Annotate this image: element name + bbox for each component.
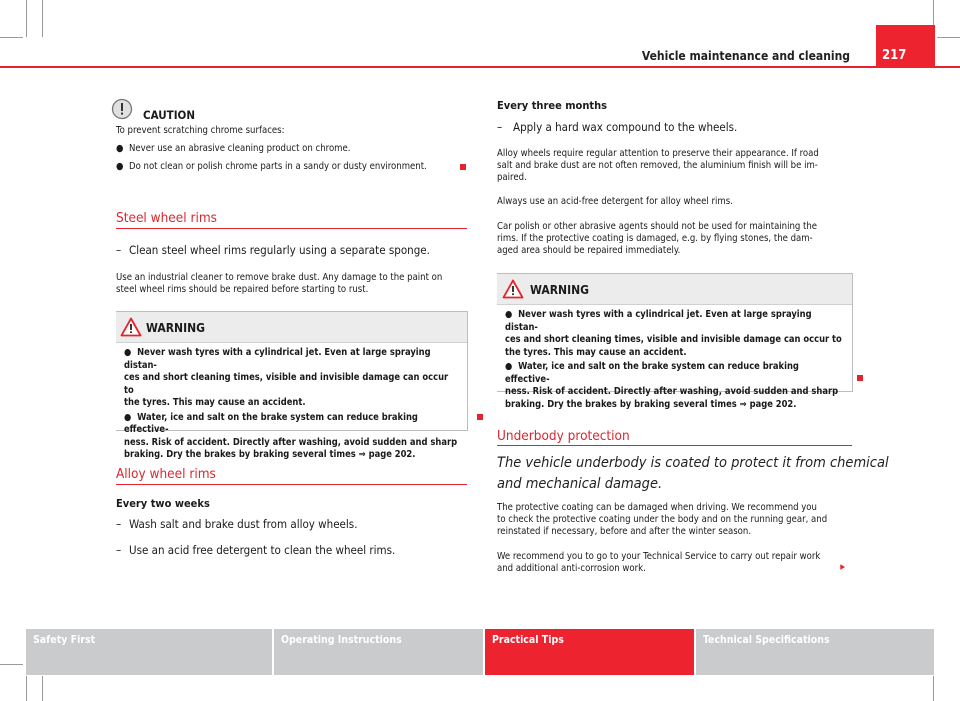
crop-mark <box>42 676 43 701</box>
steel-heading: Steel wheel rims <box>116 210 217 226</box>
alloy-heading: Alloy wheel rims <box>116 466 216 482</box>
bullet-icon: ● <box>124 411 132 423</box>
underbody-intro: The vehicle underbody is coated to protect it from chemical <box>497 455 889 471</box>
right-para-line: salt and brake dust are not often removed, the aluminium finish will be im- <box>497 160 818 171</box>
right-para-line: rims. If the protective coating is damaged, e.g. by flying stones, the dam- <box>497 233 813 244</box>
footer-tab-safety[interactable] <box>26 629 272 675</box>
crop-mark <box>933 676 934 701</box>
steel-para-line: steel wheel rims should be repaired before starting to rust. <box>116 284 369 295</box>
warning-line: Never wash tyres with a cylindrical jet. Even at large spraying distan- <box>124 347 431 371</box>
underbody-para-line: We recommend you to go to your Technical Service to carry out repair work <box>497 551 821 562</box>
caution-item: Never use an abrasive cleaning product on chrome. <box>129 143 351 154</box>
underbody-heading: Underbody protection <box>497 428 630 444</box>
warning-box <box>116 311 468 460</box>
end-marker <box>857 375 863 381</box>
warning-icon <box>502 279 524 299</box>
dash-glyph: – <box>116 243 122 257</box>
warning-header <box>116 312 467 343</box>
footer-tab-operating[interactable] <box>274 629 483 675</box>
caution-intro: To prevent scratching chrome surfaces: <box>116 125 285 136</box>
caution-item: Do not clean or polish chrome parts in a sandy or dusty environment. <box>129 161 427 172</box>
crop-mark <box>0 664 23 665</box>
underbody-para-line: to check the protective coating under the body and on the running gear, and <box>497 514 828 525</box>
warning-line: Water, ice and salt on the brake system can reduce braking effective- <box>505 361 799 385</box>
caution-title: CAUTION <box>143 108 196 122</box>
footer-tab-label: Operating Instructions <box>281 634 402 646</box>
section-rule <box>497 445 852 446</box>
footer-tab-technical[interactable] <box>696 629 934 675</box>
end-marker <box>477 414 483 420</box>
section-rule <box>116 228 467 229</box>
dash-glyph: – <box>116 517 122 531</box>
warning-line: the tyres. This may cause an accident. <box>124 397 306 408</box>
alloy-subheading: Every two weeks <box>116 497 210 510</box>
crop-mark <box>26 676 27 701</box>
continue-arrow-icon: ⯈ <box>838 563 846 574</box>
right-para-line: paired. <box>497 172 527 183</box>
underbody-para-line: reinstated if necessary, before and after the winter season. <box>497 526 752 537</box>
bullet-icon: ● <box>116 161 124 172</box>
crop-mark <box>937 37 960 38</box>
crop-mark <box>0 37 23 38</box>
warning-line: braking. Dry the brakes by braking several times ⇒ page 202. <box>124 449 416 460</box>
warning-title: WARNING <box>146 321 205 335</box>
warning-line: ces and short cleaning times, visible and invisible damage can occur to <box>124 372 449 396</box>
crop-mark <box>42 0 43 37</box>
footer-tab-label: Technical Specifications <box>703 634 830 646</box>
warning-line: ness. Risk of accident. Directly after washing, avoid sudden and sharp <box>124 436 458 448</box>
section-title: Vehicle maintenance and cleaning <box>641 49 850 63</box>
page-number: 217 <box>882 48 907 63</box>
warning-box <box>497 273 853 410</box>
footer-tab-practical[interactable] <box>485 629 694 675</box>
bullet-icon: ● <box>505 361 513 372</box>
header-rule <box>0 66 960 68</box>
warning-line: the tyres. This may cause an accident. <box>505 346 687 358</box>
warning-line: braking. Dry the brakes by braking several times ⇒ page 202. <box>505 398 797 410</box>
bullet-icon: ● <box>116 143 124 154</box>
steel-step: Clean steel wheel rims regularly using a separate sponge. <box>129 243 430 257</box>
right-subheading: Every three months <box>497 99 608 112</box>
right-para-line: Car polish or other abrasive agents should not be used for maintaining the <box>497 221 818 232</box>
warning-icon <box>120 317 142 337</box>
section-rule <box>116 484 467 485</box>
footer-tab-label: Safety First <box>33 634 96 646</box>
end-marker <box>460 164 466 170</box>
bullet-icon: ● <box>124 347 132 358</box>
warning-line: ces and short cleaning times, visible and invisible damage can occur to <box>505 334 842 345</box>
warning-line: Never wash tyres with a cylindrical jet. Even at large spraying distan- <box>505 309 812 333</box>
warning-body <box>116 343 467 468</box>
right-step: Apply a hard wax compound to the wheels. <box>513 120 738 134</box>
underbody-intro: and mechanical damage. <box>497 476 663 492</box>
footer-tab-label: Practical Tips <box>492 634 564 646</box>
bullet-icon: ● <box>505 309 513 320</box>
steel-para-line: Use an industrial cleaner to remove brake dust. Any damage to the paint on <box>116 272 443 283</box>
alloy-step: Wash salt and brake dust from alloy wheels. <box>129 517 358 531</box>
warning-line: Water, ice and salt on the brake system can reduce braking effective- <box>124 411 418 435</box>
dash-glyph: – <box>116 543 122 557</box>
warning-line: ness. Risk of accident. Directly after washing, avoid sudden and sharp <box>505 386 839 397</box>
warning-title: WARNING <box>530 283 589 297</box>
right-para-line: Alloy wheels require regular attention to preserve their appearance. If road <box>497 148 819 159</box>
dash-glyph: – <box>497 120 503 134</box>
underbody-para-line: The protective coating can be damaged when driving. We recommend you <box>497 502 817 513</box>
alloy-step: Use an acid free detergent to clean the wheel rims. <box>129 543 396 557</box>
right-para-line: Always use an acid-free detergent for alloy wheel rims. <box>497 196 733 207</box>
underbody-para-line: and additional anti-corrosion work. <box>497 563 646 574</box>
warning-body <box>497 305 852 417</box>
caution-icon <box>111 98 133 120</box>
warning-header <box>497 274 852 305</box>
right-para-line: aged area should be repaired immediately. <box>497 245 681 256</box>
crop-mark <box>26 0 27 37</box>
